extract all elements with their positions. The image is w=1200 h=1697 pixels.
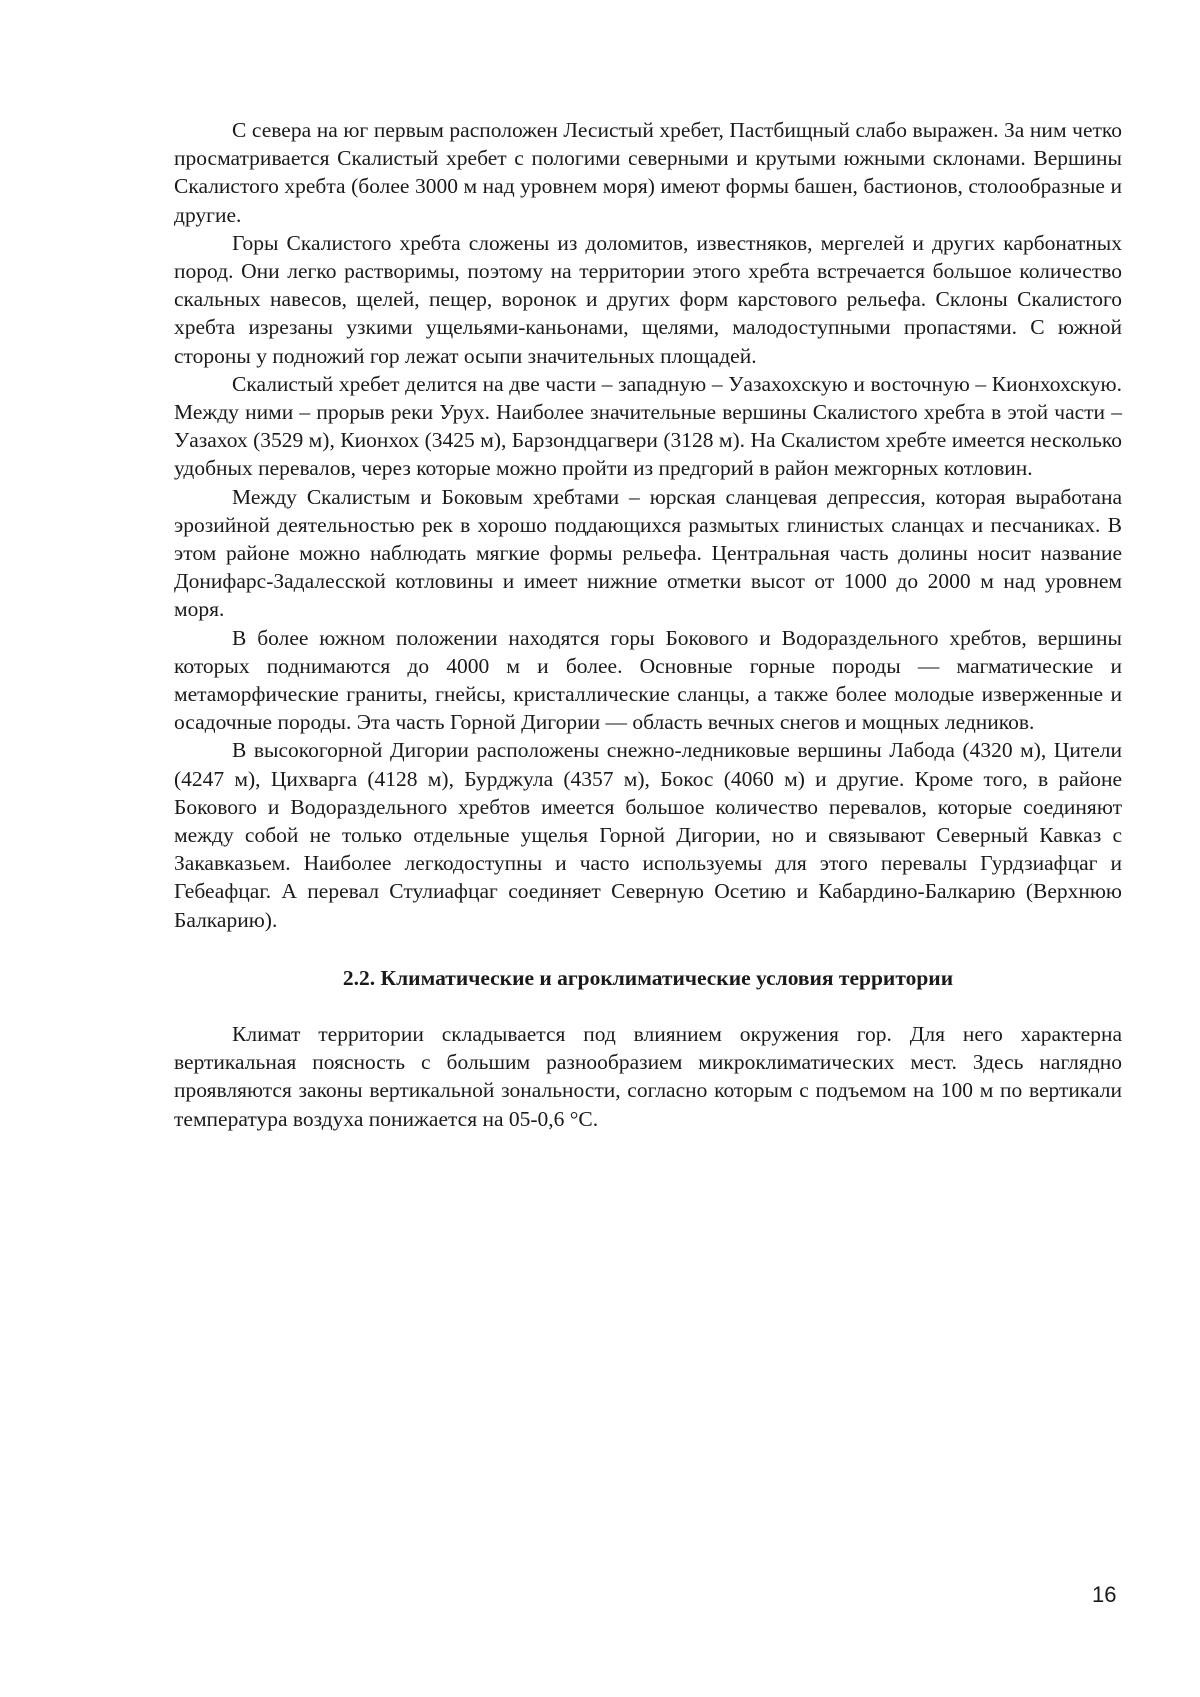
paragraph-skalisty-rocks: Горы Скалистого хребта сложены из доломитов, известняков, мергелей и других карбонатных пород. Они легко растворимы, поэтому на территории этого хребта встречается большое количество скальных навесов, щелей, пещер, воронок и других форм карстового рельефа. Склоны Скалистого хребта изрезаны узкими ущельями-каньонами, щелями, малодоступными пропастями. С южной стороны у подножий гор лежат осыпи значительных площадей. bbox=[174, 230, 1122, 368]
page-number: 16 bbox=[1092, 1582, 1117, 1607]
paragraph-skalisty-parts: Скалистый хребет делится на две части – западную – Уазахохскую и восточную – Кионхохскую. Между ними – прорыв реки Урух. Наиболее значительные вершины Скалистого хребта в этой части – Уазахох (3529 м), Кионхох (3425 м), Барзондцагвери (3128 м). На Скалистом хребте имеется несколько удобных перевалов, через которые можно пройти из предгорий в район межгорных котловин. bbox=[174, 371, 1122, 481]
paragraph-bokovoy-ridge: В более южном положении находятся горы Бокового и Водораздельного хребтов, вершины которых поднимаются до 4000 м и более. Основные горные породы — магматические и метаморфические граниты, гнейсы, кристаллические сланцы, а также более молодые изверженные и осадочные породы. Эта часть Горной Дигории — область вечных снегов и мощных ледников. bbox=[174, 625, 1122, 735]
paragraph-jurassic-depression: Между Скалистым и Боковым хребтами – юрская сланцевая депрессия, которая выработана эрозийной деятельностью рек в хорошо поддающихся размытых глинистых сланцах и песчаниках. В этом районе можно наблюдать мягкие формы рельефа. Центральная часть долины носит название Донифарс-Задалесской котловины и имеет нижние отметки высот от 1000 до 2000 м над уровнем моря. bbox=[174, 484, 1122, 622]
paragraph-high-digoria: В высокогорной Дигории расположены снежно-ледниковые вершины Лабода (4320 м), Цители (4247 м), Цихварга (4128 м), Бурджула (4357 м), Бокос (4060 м) и другие. Кроме того, в районе Бокового и Водораздельного хребтов имеется большое количество перевалов, которые соединяют между собой не только отдельные ущелья Горной Дигории, но и связывают Северный Кавказ с Закавказьем. Наиболее легкодоступны и часто используемы для этого перевалы Гурдзиафцаг и Гебеафцаг. А перевал Стулиафцаг соединяет Северную Осетию и Кабардино-Балкарию (Верхнюю Балкарию). bbox=[174, 738, 1122, 932]
document-page bbox=[174, 116, 1122, 1133]
section-heading: 2.2. Климатические и агроклиматические условия территории bbox=[342, 965, 954, 990]
paragraph-climate: Климат территории складывается под влиянием окружения гор. Для него характерна вертикальная поясность с большим разнообразием микроклиматических мест. Здесь наглядно проявляются законы вертикальной зональности, согласно которым с подъемом на 100 м по вертикали температура воздуха понижается на 05-0,6 °С. bbox=[174, 1021, 1122, 1131]
paragraph-lesisty-ridge: С севера на юг первым расположен Лесистый хребет, Пастбищный слабо выражен. За ним четко просматривается Скалистый хребет с пологими северными и крутыми южными склонами. Вершины Скалистого хребта (более 3000 м над уровнем моря) имеют формы башен, бастионов, столообразные и другие. bbox=[174, 118, 1122, 227]
